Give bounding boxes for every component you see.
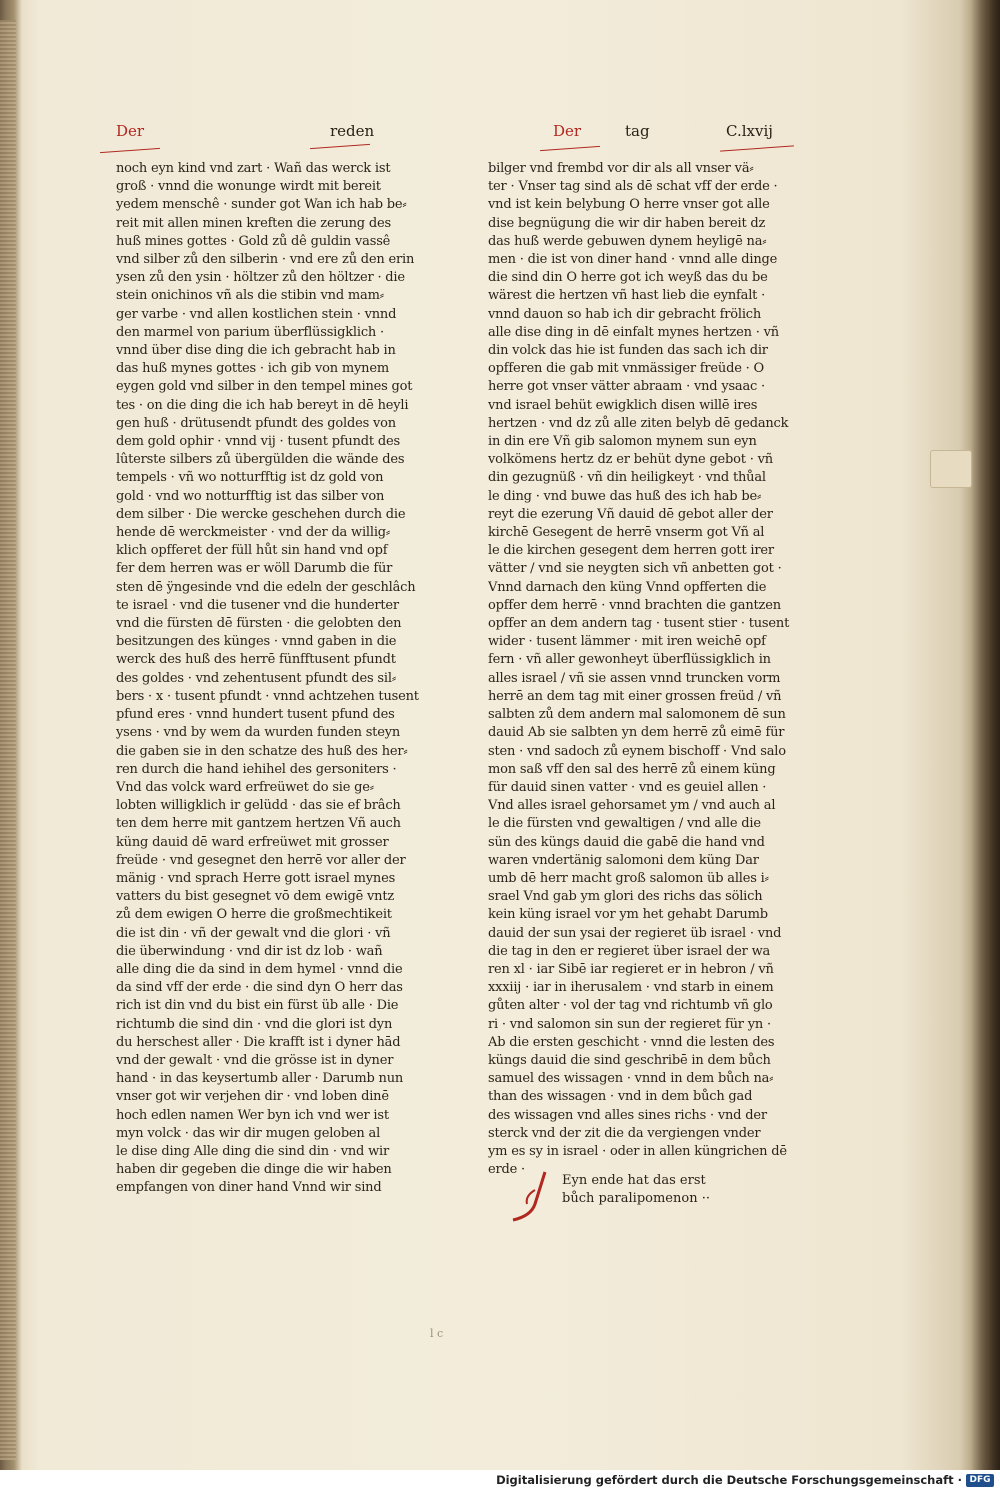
rubric-stroke <box>540 146 600 151</box>
bookmark-tab <box>930 450 972 488</box>
text-line: dise begnügung die wir dir haben bereit dz <box>488 215 766 231</box>
text-line: vatters du bist gesegnet vō dem ewigē vntz <box>116 889 395 905</box>
text-line: yedem menschê · sunder got Wan ich hab be⸗ <box>116 197 407 213</box>
text-line: ten dem herre mit gantzem hertzen Vñ auch <box>116 816 401 832</box>
left-page-edge <box>0 20 16 1460</box>
text-line: bers · x · tusent pfundt · vnnd achtzehen tusent <box>116 688 419 704</box>
text-line: richtumb die sind din · vnd die glori ist dyn <box>116 1016 393 1032</box>
text-line: in din ere Vñ gib salomon mynem sun eyn <box>488 434 757 450</box>
text-line: hertzen · vnd dz zů alle ziten belyb dē gedanck <box>488 415 789 431</box>
text-line: ysens · vnd by wem da wurden funden steyn <box>116 725 401 741</box>
text-line: huß mines gottes · Gold zů dê guldin vassê <box>116 233 391 249</box>
text-line: Vnd alles israel gehorsamet ym / vnd auch al <box>488 798 776 814</box>
rubric-stroke <box>720 145 794 151</box>
text-line: vnnd dauon so hab ich dir gebracht frölich <box>488 306 762 322</box>
text-line: hand · in das keysertumb aller · Darumb nun <box>116 1071 404 1087</box>
text-line: vnd israel behüt ewigklich disen willē ires <box>488 397 758 413</box>
text-line: srael Vnd gab ym glori des richs das sölich <box>488 889 763 905</box>
explicit-line: bůch paralipomenon ·· <box>562 1191 710 1206</box>
text-line: fer dem herren was er wöll Darumb die für <box>116 561 393 577</box>
text-line: werck des huß des herrē fünfftusent pfundt <box>116 652 396 668</box>
text-line: hoch edlen namen Wer byn ich vnd wer ist <box>116 1107 389 1123</box>
text-line: sün des küngs dauid die gabē die hand vnd <box>488 834 765 850</box>
text-line: le dise ding Alle ding die sind din · vnd wir <box>116 1143 389 1159</box>
text-line: vnnd über dise ding die ich gebracht hab in <box>116 343 396 359</box>
text-line: sten dē ÿngesinde vnd die edeln der geschlâch <box>116 579 416 595</box>
text-line: Vnd das volck ward erfreüwet do sie ge⸗ <box>116 779 374 795</box>
text-line: den marmel von parium überflüssigklich · <box>116 324 384 340</box>
text-line: tempels · vñ wo notturfftig ist dz gold von <box>116 470 384 486</box>
text-column-left <box>116 160 444 1198</box>
margin-note: l c <box>430 1327 444 1340</box>
text-line: reit mit allen minen kreften die zerung des <box>116 215 391 231</box>
running-head-right-b: tag <box>625 122 650 140</box>
dfg-logo-icon: DFG <box>966 1474 994 1487</box>
text-line: le die kirchen gesegent dem herren gott irer <box>488 543 774 559</box>
text-line: xxxiij · iar in iherusalem · vnd starb in einem <box>488 980 774 996</box>
text-line: gen huß · drütusendt pfundt des goldes von <box>116 415 396 431</box>
text-line: samuel des wissagen · vnnd in dem bůch na⸗ <box>488 1071 774 1087</box>
explicit-colophon <box>562 1172 710 1208</box>
running-head-left-a: Der <box>116 122 145 140</box>
text-line: than des wissagen · vnd in dem bůch gad <box>488 1089 753 1105</box>
text-line: dem gold ophir · vnnd vij · tusent pfundt des <box>116 434 400 450</box>
rubric-flourish-icon <box>505 1170 553 1222</box>
text-line: volkömens hertz dz er behüt dyne gebot · vñ <box>488 452 773 468</box>
text-line: waren vndertänig salomoni dem küng Dar <box>488 852 759 868</box>
text-line: noch eyn kind vnd zart · Wañ das werck ist <box>116 161 391 176</box>
text-line: opfferen die gab mit vnmässiger freüde · O <box>488 361 764 377</box>
text-line: le ding · vnd buwe das huß des ich hab be⸗ <box>488 488 762 504</box>
text-line: haben dir gegeben die dinge die wir haben <box>116 1162 392 1178</box>
text-line: lûterste silbers zů übergülden die wände des <box>116 452 405 468</box>
text-line: die gaben sie in den schatze des huß des her⸗ <box>116 743 408 759</box>
text-line: die überwindung · vnd dir ist dz lob · wañ <box>116 943 383 959</box>
text-line: klich opfferet der füll hůt sin hand vnd opf <box>116 543 388 559</box>
text-line: vnser got wir verjehen dir · vnd loben dinē <box>116 1089 389 1105</box>
text-line: für dauid sinen vatter · vnd es geuiel allen · <box>488 779 767 795</box>
running-head-right-a: Der <box>553 122 582 140</box>
text-line: des goldes · vnd zehentusent pfundt des sil⸗ <box>116 670 396 686</box>
folio-number: C.lxvij <box>726 122 773 140</box>
text-line: bilger vnd frembd vor dir als all vnser vä⸗ <box>488 161 754 176</box>
text-line: pfund eres · vnnd hundert tusent pfund des <box>116 707 395 723</box>
text-line: hende dē werckmeister · vnd der da willig⸗ <box>116 525 391 541</box>
text-line: vnd ist kein belybung O herre vnser got alle <box>488 197 770 213</box>
text-line: ri · vnd salomon sin sun der regieret für yn · <box>488 1016 771 1032</box>
rubric-stroke <box>100 148 160 153</box>
text-line: gold · vnd wo notturfftig ist das silber von <box>116 488 385 504</box>
text-line: Ab die ersten geschicht · vnnd die lesten des <box>488 1034 775 1050</box>
text-line: küng dauid dē ward erfreüwet mit grosser <box>116 834 389 850</box>
right-page-edge <box>970 0 1000 1470</box>
text-line: wärest die hertzen vñ hast lieb die eynfalt · <box>488 288 766 304</box>
text-line: das huß werde gebuwen dynem heyligē na⸗ <box>488 233 767 249</box>
text-line: ysen zů den ysin · höltzer zů den höltzer · die <box>116 270 405 286</box>
text-line: umb dē herr macht groß salomon üb alles i⸗ <box>488 870 769 886</box>
text-column-right <box>488 160 814 1179</box>
text-line: herre got vnser vätter abraam · vnd ysaac · <box>488 379 765 395</box>
text-line: küngs dauid die sind geschribē in dem bůch <box>488 1052 771 1068</box>
text-line: da sind vff der erde · die sind dyn O herr das <box>116 980 403 996</box>
text-line: din gezugnüß · vñ din heiligkeyt · vnd thůal <box>488 470 766 486</box>
text-line: alles israel / vñ sie assen vnnd truncken vorm <box>488 670 781 686</box>
text-line: myn volck · das wir dir mugen geloben al <box>116 1125 381 1141</box>
text-line: mänig · vnd sprach Herre gott israel mynes <box>116 870 396 886</box>
running-head-left-b: reden <box>330 122 375 140</box>
text-line: die ist din · vñ der gewalt vnd die glori · vñ <box>116 925 391 941</box>
text-line: dauid der sun ysai der regieret üb israel · vnd <box>488 925 782 941</box>
text-line: Vnnd darnach den küng Vnnd opfferten die <box>488 579 767 595</box>
text-line: vätter / vnd sie neygten sich vñ anbetten got · <box>488 561 782 577</box>
text-line: freüde · vnd gesegnet den herrē vor aller der <box>116 852 406 868</box>
footer-bar <box>0 1470 1000 1492</box>
text-line: opffer dem herrē · vnnd brachten die gantzen <box>488 597 781 613</box>
text-line: tes · on die ding die ich hab bereyt in dē heyli <box>116 397 409 413</box>
text-line: groß · vnnd die wonunge wirdt mit bereit <box>116 179 381 195</box>
text-line: du herschest aller · Die krafft ist i dyner hād <box>116 1034 401 1050</box>
text-line: eygen gold vnd silber in den tempel mines got <box>116 379 413 395</box>
text-line: le die fürsten vnd gewaltigen / vnd alle die <box>488 816 761 832</box>
text-line: kirchē Gesegent de herrē vnserm got Vñ al <box>488 525 765 541</box>
text-line: opffer an dem andern tag · tusent stier · tusent <box>488 616 790 632</box>
text-line: salbten zů dem andern mal salomonem dē sun <box>488 707 786 723</box>
text-line: empfangen von diner hand Vnnd wir sind <box>116 1180 382 1196</box>
text-line: ren durch die hand iehihel des gersoniters · <box>116 761 397 777</box>
text-line: erde · <box>488 1162 525 1178</box>
text-line: lobten willigklich ir gelüdd · das sie ef brâch <box>116 798 401 814</box>
text-line: dauid Ab sie salbten yn dem herrē zů eimē für <box>488 725 785 741</box>
text-line: das huß mynes gottes · ich gib von mynem <box>116 361 389 377</box>
text-line: alle dise ding in dē einfalt mynes hertzen · vñ <box>488 324 779 340</box>
text-line: ym es sy in israel · oder in allen küngrichen dē <box>488 1143 787 1159</box>
text-line: din volck das hie ist funden das sach ich dir <box>488 343 768 359</box>
text-line: die tag in den er regieret über israel der wa <box>488 943 771 959</box>
rubric-stroke <box>310 144 370 149</box>
text-line: men · die ist von diner hand · vnnd alle dinge <box>488 252 778 268</box>
text-line: gůten alter · vol der tag vnd richtumb vñ glo <box>488 998 773 1014</box>
text-line: kein küng israel vor ym het gehabt Darumb <box>488 907 768 923</box>
text-line: vnd der gewalt · vnd die grösse ist in dyner <box>116 1052 394 1068</box>
text-line: des wissagen vnd alles sines richs · vnd der <box>488 1107 767 1123</box>
text-line: zů dem ewigen O herre die großmechtikeit <box>116 907 392 923</box>
text-line: vnd die fürsten dē fürsten · die gelobten den <box>116 616 402 632</box>
text-line: besitzungen des künges · vnnd gaben in die <box>116 634 397 650</box>
text-line: sterck vnd der zit die da vergiengen vnder <box>488 1125 761 1141</box>
text-line: vnd silber zů den silberin · vnd ere zů den erin <box>116 252 415 268</box>
text-line: ren xl · iar Sibē iar regieret er in hebron / vñ <box>488 961 774 977</box>
text-line: te israel · vnd die tusener vnd die hunderter <box>116 597 399 613</box>
text-line: rich ist din vnd du bist ein fürst üb alle · Die <box>116 998 399 1014</box>
text-line: die sind din O herre got ich weyß das du be <box>488 270 768 286</box>
text-line: wider · tusent lämmer · mit iren weichē opf <box>488 634 766 650</box>
funding-credit: Digitalisierung gefördert durch die Deutsche Forschungsgemeinschaft · <box>496 1473 962 1487</box>
text-line: reyt die ezerung Vñ dauid dē gebot aller der <box>488 506 773 522</box>
explicit-line: Eyn ende hat das erst <box>562 1173 706 1188</box>
text-line: dem silber · Die wercke geschehen durch die <box>116 506 406 522</box>
text-line: sten · vnd sadoch zů eynem bischoff · Vnd salo <box>488 743 786 759</box>
text-line: alle ding die da sind in dem hymel · vnnd die <box>116 961 403 977</box>
text-line: mon saß vff den sal des herrē zů einem küng <box>488 761 776 777</box>
text-line: ter · Vnser tag sind als dē schat vff der erde · <box>488 179 778 195</box>
text-line: herrē an dem tag mit einer grossen freüd / vñ <box>488 688 782 704</box>
text-line: fern · vñ aller gewonheyt überflüssigklich in <box>488 652 771 668</box>
text-line: stein onichinos vñ als die stibin vnd mam⸗ <box>116 288 384 304</box>
text-line: ger varbe · vnd allen kostlichen stein · vnnd <box>116 306 397 322</box>
